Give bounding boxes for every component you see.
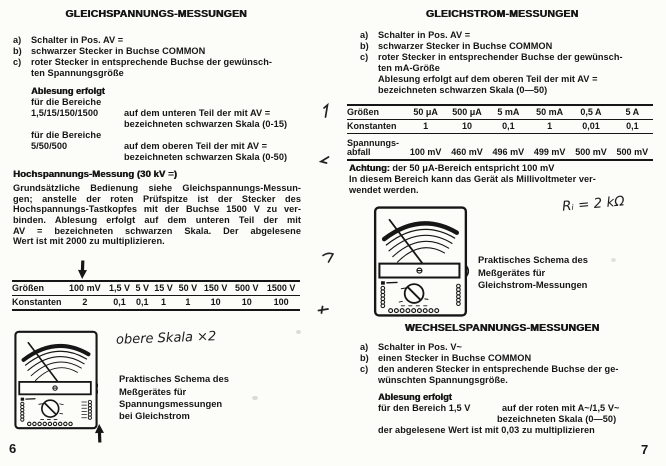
current-constants-table xyxy=(347,104,653,161)
table-cell: 15 V xyxy=(151,282,175,295)
figure-caption-line: bei Gleichstrom xyxy=(119,410,190,421)
table-cell: 0,1 xyxy=(113,296,126,307)
list-marker: a) xyxy=(360,30,369,40)
range-value: für den Bereich 1,5 V xyxy=(378,403,471,413)
handwritten-arrow-down-icon xyxy=(76,259,90,280)
list-item-text: wünschten Spannungsgröße. xyxy=(378,375,508,385)
reading-text: Ablesung erfolgt auf dem oberen Teil der mit AV = xyxy=(378,74,598,84)
table-cell: 0,1 xyxy=(488,119,529,133)
table-cell: 1 xyxy=(185,296,191,307)
table-row xyxy=(347,133,653,159)
figure-caption-line: Gleichstrom-Messungen xyxy=(478,279,588,290)
list-marker: b) xyxy=(13,46,22,56)
table-cell: 100 mV xyxy=(409,147,442,158)
list-item-text: ten Spannungsgröße xyxy=(31,68,124,78)
handwritten-gutter-tick-icon xyxy=(317,305,330,314)
range-desc: bezeichneten schwarzen Skala (0-15) xyxy=(124,119,288,129)
table-cell: 5 A xyxy=(612,106,653,119)
range-desc: auf dem unteren Teil der mit AV = xyxy=(124,108,271,118)
table-cell: 10 xyxy=(446,119,487,133)
table-cell: 1,5 V xyxy=(106,282,134,295)
list-item-text: schwarzer Stecker in Buchse COMMON xyxy=(31,46,206,56)
analog-multimeter-icon xyxy=(372,206,469,317)
warning-label: Achtung: xyxy=(349,163,390,173)
range-value: 5/50/500 xyxy=(31,141,68,151)
reading-heading: Ablesung erfolgt xyxy=(378,392,452,402)
warning-line: wendet werden. xyxy=(349,185,419,195)
table-row-label-line: abfall xyxy=(347,147,371,158)
table-cell: 2 xyxy=(82,296,88,307)
range-desc: auf der roten mit A~/1,5 V~ xyxy=(502,403,620,413)
figure-caption-line: Spannungsmessungen xyxy=(119,398,223,409)
table-cell: 500 mV xyxy=(575,147,607,158)
analog-multimeter-icon xyxy=(14,328,98,432)
table-cell: 1 xyxy=(529,119,570,133)
range-desc: auf dem oberen Teil der mit AV = xyxy=(124,141,268,151)
list-marker: c) xyxy=(13,57,22,67)
multiply-note: der abgelesene Wert ist mit 0,03 zu multiplizieren xyxy=(378,425,595,435)
range-desc: bezeichneten schwarzen Skala (0-50) xyxy=(124,152,288,162)
table-cell: 1500 V xyxy=(262,282,300,295)
list-marker: a) xyxy=(360,342,369,352)
section-title-high-voltage: Hochspannungs-Messung (30 kV =) xyxy=(13,169,177,180)
table-cell: 499 mV xyxy=(533,147,566,158)
meter-diagram-voltage xyxy=(14,328,98,432)
list-marker: b) xyxy=(360,41,369,51)
table-cell: 460 mV xyxy=(451,147,483,158)
handwritten-gutter-tick-icon xyxy=(322,103,331,119)
scan-speck xyxy=(296,330,301,334)
handwritten-note-skala: obere Skala ×2 xyxy=(115,329,217,348)
handwritten-arrow-up-icon xyxy=(93,423,107,444)
table-cell: 150 V xyxy=(200,282,231,295)
table-cell: 500 V xyxy=(231,282,262,295)
table-cell: 100 mV xyxy=(64,282,106,295)
figure-caption-line: Praktisches Schema des xyxy=(119,373,229,384)
range-intro: für die Bereiche xyxy=(31,130,102,140)
figure-caption-line: Meßgerätes für xyxy=(119,386,187,397)
reading-text: bezeichneten schwarzen Skala (0—50) xyxy=(378,85,548,95)
paragraph-line: Grundsätzliche Bedienung siehe Gleichspannungs-Messun- xyxy=(13,183,301,193)
handwritten-gutter-tick-icon xyxy=(321,251,335,264)
list-marker: a) xyxy=(13,35,22,45)
list-item-text: den anderen Stecker in entsprechende Buchse der ge- xyxy=(378,364,619,374)
warning-line: In diesem Bereich kann das Gerät als Millivoltmeter ver- xyxy=(349,174,596,184)
table-row xyxy=(12,295,300,308)
table-row xyxy=(347,119,653,133)
paragraph-line: Wert ist mit 2000 zu multiplizieren. xyxy=(13,236,165,247)
scan-speck xyxy=(611,258,616,262)
paragraph-line: gen; anstelle der roten Prüfspitze ist der Stecker des xyxy=(13,193,301,204)
reading-heading: Ablesung erfolgt xyxy=(31,86,105,96)
table-row-label: Größen xyxy=(12,282,64,295)
table-cell: 1 xyxy=(405,119,446,133)
range-desc: bezeichneten Skala (0—50) xyxy=(497,414,617,424)
paragraph-line: Hochspannungs-Tastkopfes mit der Buchse 1500 V zu ver- xyxy=(13,204,301,215)
scan-speck xyxy=(252,396,258,400)
list-item-text: schwarzer Stecker in Buchse COMMON xyxy=(378,41,553,51)
list-item-text: roter Stecker in entsprechender Buchse der gewünsch- xyxy=(378,52,623,62)
list-item-text: Schalter in Pos. V~ xyxy=(378,342,462,352)
handwritten-note-internal-resistance: Rᵢ = 2 kΩ xyxy=(561,193,626,215)
page-number-left: 6 xyxy=(9,441,17,456)
table-cell: 10 xyxy=(210,296,221,307)
section-title-ac-voltage: WECHSELSPANNUNGS-MESSUNGEN xyxy=(404,323,600,334)
table-cell: 5 V xyxy=(133,282,151,295)
list-item-text: ten mA-Größe xyxy=(378,63,440,73)
list-item-text: roter Stecker in entsprechende Buchse der gewünsch- xyxy=(31,57,272,67)
table-cell: 100 xyxy=(273,296,289,307)
table-cell: 0,01 xyxy=(570,119,611,133)
table-row xyxy=(12,282,300,295)
figure-caption-line: Meßgerätes für xyxy=(478,267,546,278)
table-cell: 0,5 A xyxy=(570,106,611,119)
range-value: 1,5/15/150/1500 xyxy=(31,108,99,118)
handwritten-gutter-tick-icon xyxy=(318,155,330,165)
table-row-label-line: Spannungs- xyxy=(347,138,399,148)
list-marker: c) xyxy=(360,52,369,62)
list-item-text: Schalter in Pos. AV = xyxy=(31,35,124,45)
warning-text: der 50 μA-Bereich entspricht 100 mV xyxy=(392,163,555,173)
table-cell: 1 xyxy=(160,296,166,307)
range-intro: für die Bereiche xyxy=(31,97,102,107)
table-cell: 10 xyxy=(241,296,252,307)
page-number-right: 7 xyxy=(641,442,649,457)
table-cell: 496 mV xyxy=(492,147,525,158)
list-item-text: Schalter in Pos. AV = xyxy=(378,30,471,40)
table-row-label: Konstanten xyxy=(12,296,62,307)
high-voltage-paragraph xyxy=(13,183,301,247)
paragraph-line: AV = bezeichneten schwarzen Skala. Der abgelesene xyxy=(13,225,301,236)
table-row-label xyxy=(347,133,405,159)
table-cell: 0,1 xyxy=(136,296,149,307)
table-cell: 500 μA xyxy=(446,106,487,119)
table-cell: 0,1 xyxy=(612,119,653,133)
figure-caption-line: Praktisches Schema des xyxy=(478,254,588,265)
section-title-dc-current: GLEICHSTROM-MESSUNGEN xyxy=(425,9,579,20)
table-row-label: Größen xyxy=(347,106,405,119)
voltage-constants-table xyxy=(12,280,300,311)
table-cell: 5 mA xyxy=(488,106,529,119)
warning-line xyxy=(349,164,554,173)
table-row xyxy=(347,106,653,119)
list-item-text: einen Stecker in Buchse COMMON xyxy=(378,353,532,363)
table-cell: 50 μA xyxy=(405,106,446,119)
paragraph-line: binden. Ablesung erfolgt auf dem unteren Teil der mit xyxy=(13,215,301,226)
list-marker: c) xyxy=(360,364,369,374)
table-cell: 50 mA xyxy=(529,106,570,119)
table-cell: 50 V xyxy=(176,282,200,295)
meter-diagram-current xyxy=(372,206,469,317)
section-title-dc-voltage: GLEICHSPANNUNGS-MESSUNGEN xyxy=(65,9,247,20)
table-cell: 500 mV xyxy=(616,147,649,158)
list-marker: b) xyxy=(360,353,369,363)
table-row-label: Konstanten xyxy=(347,119,405,133)
